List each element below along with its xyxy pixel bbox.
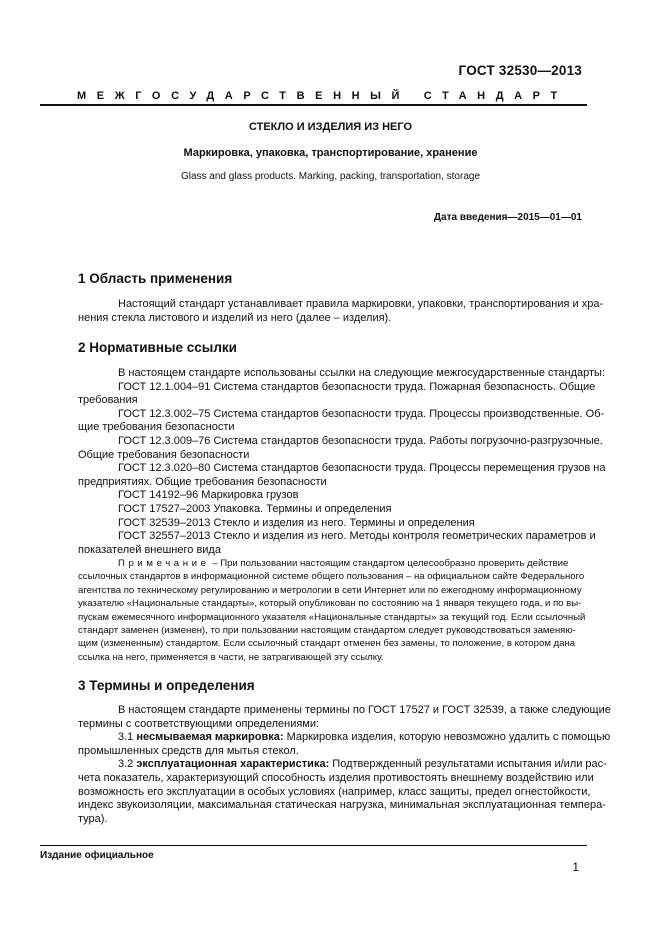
term-1-line [118, 731, 611, 745]
text-line: ГОСТ 17527–2003 Упаковка. Термины и определения [118, 502, 392, 515]
text-line: В настоящем стандарте применены термины по ГОСТ 17527 и ГОСТ 32539, а также следующие [118, 704, 611, 716]
document-subtitle: Маркировка, упаковка, транспортирование, хранение [183, 147, 478, 159]
text-line: щие требования безопасности [78, 421, 235, 434]
text-line: промышленных средств для мытья стекол. [78, 744, 299, 757]
text-line: ГОСТ 14192–96 Маркировка грузов [118, 489, 299, 502]
text-line: нения стекла листового и изделий из него (далее – изделия). [78, 311, 392, 324]
section-1-heading: 1 Область применения [78, 271, 233, 286]
text-line: тура). [78, 812, 108, 825]
text-line: ГОСТ 12.1.004–91 Система стандартов безопасности труда. Пожарная безопасность. Общие [118, 380, 596, 393]
term-1-definition: Маркировка изделия, которую невозможно удалить с помощью [283, 731, 611, 744]
text-line: ГОСТ 12.3.002–75 Система стандартов безопасности труда. Процессы производственные. Об- [118, 407, 605, 420]
section-3-heading: 3 Термины и определения [78, 678, 255, 693]
official-edition-label: Издание официальное [40, 850, 154, 861]
term-2-number: 3.2 [118, 758, 137, 771]
term-2-line [118, 758, 607, 772]
text-line: предприятиях. Общие требования безопасности [78, 475, 327, 488]
section-2-heading: 2 Нормативные ссылки [78, 340, 237, 355]
term-1-number: 3.1 [118, 731, 137, 744]
header-rule [40, 104, 587, 106]
section-2-text [78, 367, 606, 557]
text-line: ГОСТ 32557–2013 Стекло и изделия из него. Методы контроля геометрических параметров и [118, 530, 596, 543]
section-1-text [78, 298, 604, 325]
note-line: указателю «Национальные стандарты», который опубликован по состоянию на 1 января текущего года, и по вы- [78, 598, 582, 610]
english-title: Glass and glass products. Marking, packing, transportation, storage [180, 171, 481, 182]
term-2-name: эксплуатационная характеристика: [136, 758, 330, 771]
note-line: щим (измененным) стандартом. Если ссылочный стандарт отменен без замены, то положение, в котором дана [78, 638, 576, 650]
text-line: показателей внешнего вида [78, 543, 221, 556]
page-number: 1 [572, 860, 579, 874]
text-line: Настоящий стандарт устанавливает правила маркировки, упаковки, транспортирования и хра- [118, 298, 604, 310]
text-line: ГОСТ 32539–2013 Стекло и изделия из него. Термины и определения [118, 516, 475, 529]
note-line: ссылка на него, применяется в части, не затрагивающей эту ссылку. [78, 651, 384, 663]
text-line: термины с соответствующими определениями: [78, 717, 320, 730]
note-line: агентства по техническому регулированию и метрологии в сети Интернет или по ежегодному информационному [78, 584, 582, 596]
introduction-date: Дата введения—2015—01—01 [433, 212, 582, 223]
document-title: СТЕКЛО И ИЗДЕЛИЯ ИЗ НЕГО [248, 121, 413, 133]
term-1-name: несмываемая маркировка: [136, 731, 284, 744]
term-2-definition: Подтвержденный результатами испытания и/или рас- [329, 758, 607, 771]
note-first-line [118, 557, 583, 570]
note-line: пускам ежемесячного информационного указателя «Национальные стандарты» за текущий год. Если ссылочный [78, 611, 586, 623]
text-line: Общие требования безопасности [78, 448, 250, 461]
text-line: ГОСТ 12.3.020–80 Система стандартов безопасности труда. Процессы перемещения грузов на [118, 462, 606, 475]
note-line: стандарт заменен (изменен), то при пользовании настоящим стандартом следует руководствоваться заменяю- [78, 625, 576, 637]
note-line: ссылочных стандартов в информационной системе общего пользования – на официальном сайте Федерального [78, 571, 585, 583]
note-text: – При пользовании настоящим стандартом целесообразно проверить действие [212, 558, 569, 569]
text-line: требования [78, 394, 138, 407]
section-2-note [78, 557, 586, 664]
standard-banner: МЕЖГОСУДАРСТВЕННЫЙ СТАНДАРТ [77, 90, 568, 102]
text-line: возможность его эксплуатации в особых условиях (например, класс защиты, предел огнестойкости, [78, 785, 591, 798]
text-line: индекс звукоизоляции, максимальная статическая нагрузка, минимальная эксплуатационная темпера- [78, 799, 606, 812]
text-line: В настоящем стандарте использованы ссылки на следующие межгосударственные стандарты: [118, 367, 606, 379]
note-label: Примечание [118, 558, 210, 569]
document-code: ГОСТ 32530—2013 [458, 63, 582, 78]
section-3-text [78, 704, 611, 826]
text-line: чета показатель, характеризующий способность изделия противостоять внешнему воздействию или [78, 771, 594, 784]
text-line: ГОСТ 12.3.009–76 Система стандартов безопасности труда. Работы погрузочно-разгрузочные. [118, 434, 603, 447]
footer-rule [40, 845, 587, 846]
